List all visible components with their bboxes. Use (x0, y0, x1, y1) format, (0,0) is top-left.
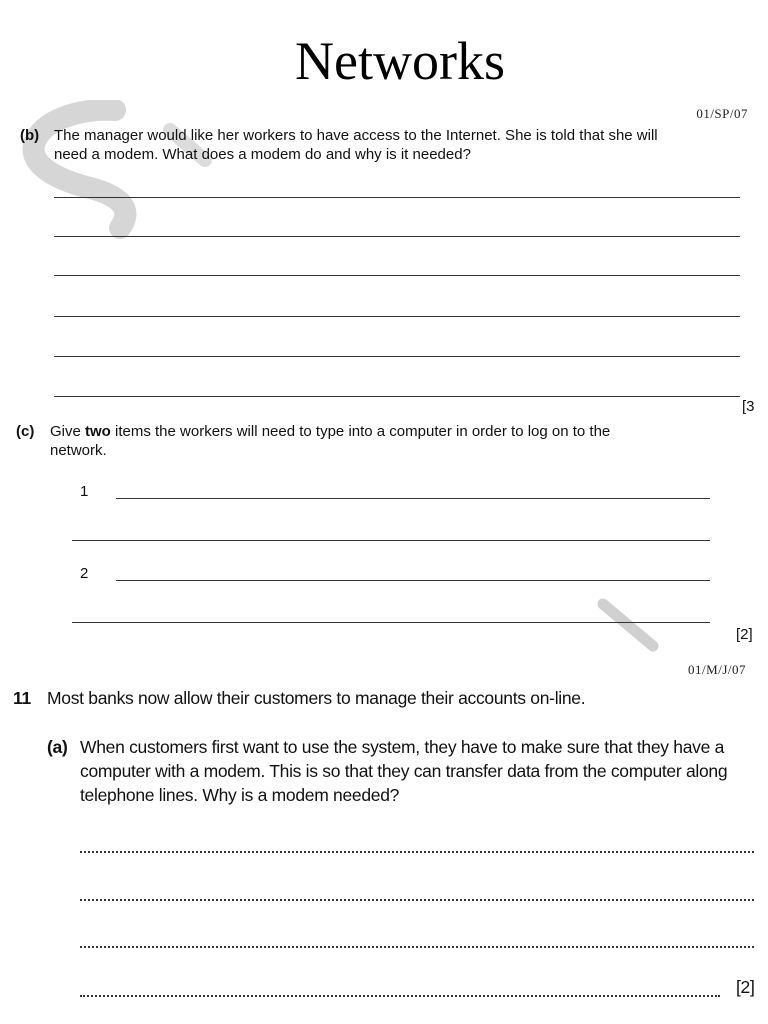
answer-line-b-1[interactable] (54, 197, 740, 198)
page-title: Networks (295, 31, 505, 91)
marks-b: [3 (742, 398, 755, 415)
marks-c: [2] (736, 626, 753, 643)
question-11a-line3: telephone lines. Why is a modem needed? (80, 785, 400, 805)
marks-11a: [2] (736, 977, 755, 997)
question-c-pre: Give (50, 423, 86, 440)
answer-line-b-5[interactable] (54, 356, 740, 357)
question-11-stem: Most banks now allow their customers to manage their accounts on-line. (47, 688, 586, 708)
question-c-post: items the workers will need to type into a computer in order to log on to the (110, 423, 611, 440)
part-label-c: (c) (16, 423, 35, 440)
item-label-1: 1 (80, 483, 89, 500)
answer-line-b-4[interactable] (54, 316, 740, 317)
answer-dotted-line-3[interactable] (80, 946, 754, 948)
question-number-11: 11 (13, 688, 31, 708)
watermark-top (20, 100, 220, 240)
answer-line-c-1a[interactable] (116, 498, 710, 499)
answer-dotted-line-4[interactable] (80, 995, 720, 997)
source-reference-mj07: 01/M/J/07 (688, 662, 746, 677)
answer-dotted-line-1[interactable] (80, 851, 754, 853)
answer-line-c-2a[interactable] (116, 580, 710, 581)
answer-line-b-3[interactable] (54, 275, 740, 276)
answer-dotted-line-2[interactable] (80, 899, 754, 901)
answer-line-b-6[interactable] (54, 396, 740, 397)
watermark-bottom (595, 596, 665, 656)
answer-line-b-2[interactable] (54, 236, 740, 237)
question-c-line1 (50, 422, 610, 441)
source-reference-sp07: 01/SP/07 (696, 106, 748, 121)
question-c-line2: network. (50, 442, 107, 459)
part-label-a: (a) (47, 737, 68, 757)
question-11a-line1: When customers first want to use the system, they have to make sure that they have a (80, 737, 725, 757)
part-label-b: (b) (20, 127, 40, 144)
item-label-2: 2 (80, 565, 89, 582)
question-b-line1: The manager would like her workers to have access to the Internet. She is told that she will (54, 127, 658, 144)
answer-line-c-1b[interactable] (72, 540, 710, 541)
answer-line-c-2b[interactable] (72, 622, 710, 623)
question-11a-line2: computer with a modem. This is so that they can transfer data from the computer along (80, 761, 728, 781)
question-c-emphasis: two (85, 423, 111, 440)
question-b-line2: need a modem. What does a modem do and why is it needed? (54, 146, 471, 163)
